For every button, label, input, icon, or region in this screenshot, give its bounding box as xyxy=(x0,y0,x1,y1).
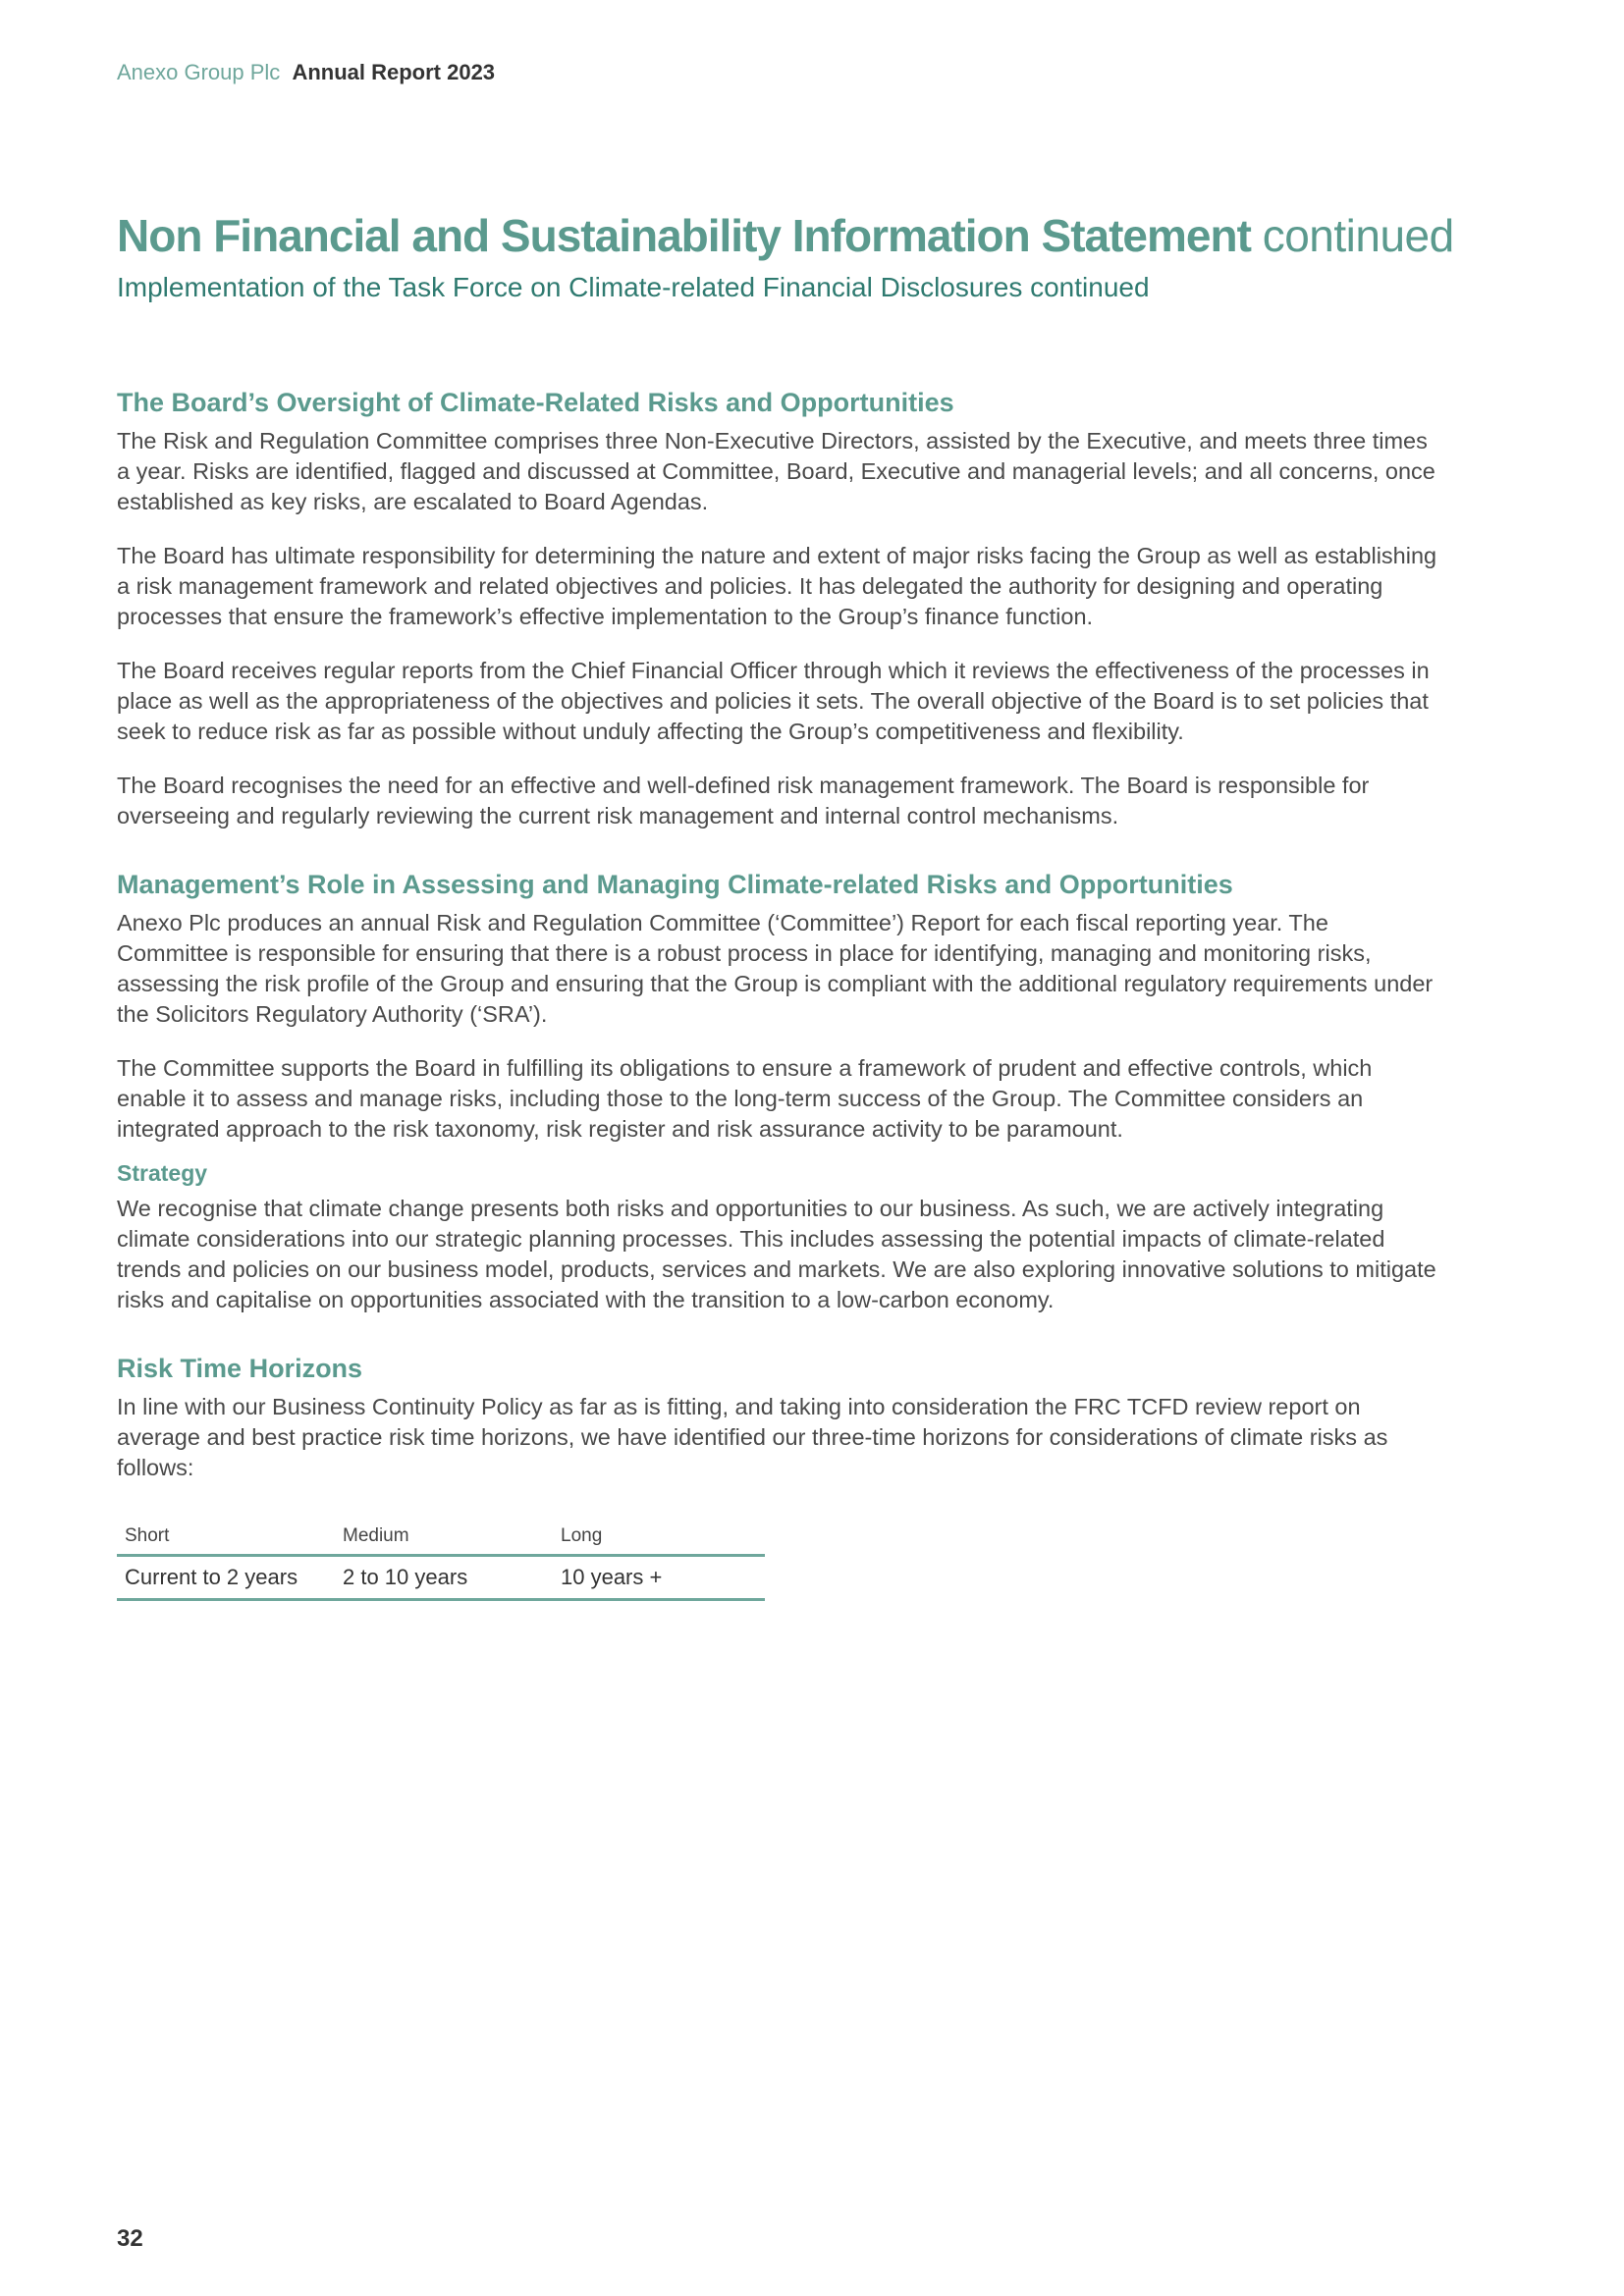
column-header: Short xyxy=(117,1521,335,1556)
company-name: Anexo Group Plc xyxy=(117,60,281,84)
page-title xyxy=(117,208,1454,263)
subsection-heading: Strategy xyxy=(117,1160,208,1186)
table-cell: Current to 2 years xyxy=(117,1556,335,1600)
main-content xyxy=(117,385,1437,1601)
section-risk-time-horizons xyxy=(117,1351,1437,1601)
time-horizons-table xyxy=(117,1521,765,1601)
column-header: Long xyxy=(553,1521,765,1556)
section-heading: Risk Time Horizons xyxy=(117,1354,363,1383)
page-title-main: Non Financial and Sustainability Information Statement xyxy=(117,210,1251,261)
page-number: 32 xyxy=(117,2225,143,2252)
table-cell: 10 years + xyxy=(553,1556,765,1600)
table-header-row xyxy=(117,1521,765,1556)
paragraph: We recognise that climate change presents both risks and opportunities to our business. As such, we are actively integrating climate considerations into our strategic planning processes. This includes assessing the potential impacts of climate-related trends and policies on our business model, products, services and markets. We are also exploring innovative solutions to mitigate risks and capitalise on opportunities associated with the transition to a low-carbon economy. xyxy=(117,1196,1436,1312)
paragraph: The Risk and Regulation Committee comprises three Non-Executive Directors, assisted by the Executive, and meets three times a year. Risks are identified, flagged and discussed at Committee, Board, Executive and managerial levels; and all concerns, once established as key risks, are escalated to Board Agendas. xyxy=(117,428,1435,514)
paragraph: The Committee supports the Board in fulfilling its obligations to ensure a framework of prudent and effective controls, which enable it to assess and manage risks, including those to the long-term success of the Group. The Committee considers an integrated approach to the risk taxonomy, risk register and risk assurance activity to be paramount. xyxy=(117,1055,1373,1142)
report-name: Annual Report 2023 xyxy=(292,60,496,84)
section-board-oversight xyxy=(117,385,1437,831)
section-management-role xyxy=(117,867,1437,1145)
column-header: Medium xyxy=(335,1521,553,1556)
page-title-continued: continued xyxy=(1262,210,1454,261)
section-strategy xyxy=(117,1158,1437,1315)
paragraph: In line with our Business Continuity Policy as far as is fitting, and taking into consideration the FRC TCFD review report on average and best practice risk time horizons, we have identified our three-time horizons for considerations of climate risks as follows: xyxy=(117,1394,1388,1480)
paragraph: The Board receives regular reports from the Chief Financial Officer through which it reviews the effectiveness of the processes in place as well as the appropriateness of the objectives and policies it sets. The overall objective of the Board is to set policies that seek to reduce risk as far as possible without unduly affecting the Group’s competitiveness and flexibility. xyxy=(117,658,1430,744)
paragraph: The Board has ultimate responsibility for determining the nature and extent of major risks facing the Group as well as establishing a risk management framework and related objectives and policies. It has delegated the authority for designing and operating processes that ensure the framework’s effective implementation to the Group’s finance function. xyxy=(117,543,1437,629)
section-heading: The Board’s Oversight of Climate-Related Risks and Opportunities xyxy=(117,388,954,417)
table-row xyxy=(117,1556,765,1600)
paragraph: Anexo Plc produces an annual Risk and Regulation Committee (‘Committee’) Report for each fiscal reporting year. The Committee is responsible for ensuring that there is a robust process in place for identifying, managing and monitoring risks, assessing the risk profile of the Group and ensuring that the Group is compliant with the additional regulatory requirements under the Solicitors Regulatory Authority (‘SRA’). xyxy=(117,910,1434,1027)
running-header xyxy=(117,59,495,86)
table-cell: 2 to 10 years xyxy=(335,1556,553,1600)
paragraph: The Board recognises the need for an effective and well-defined risk management framework. The Board is responsible for overseeing and regularly reviewing the current risk management and internal control mechanisms. xyxy=(117,773,1370,828)
page-subtitle: Implementation of the Task Force on Climate-related Financial Disclosures continued xyxy=(117,272,1150,302)
section-heading: Management’s Role in Assessing and Managing Climate-related Risks and Opportunities xyxy=(117,870,1233,899)
